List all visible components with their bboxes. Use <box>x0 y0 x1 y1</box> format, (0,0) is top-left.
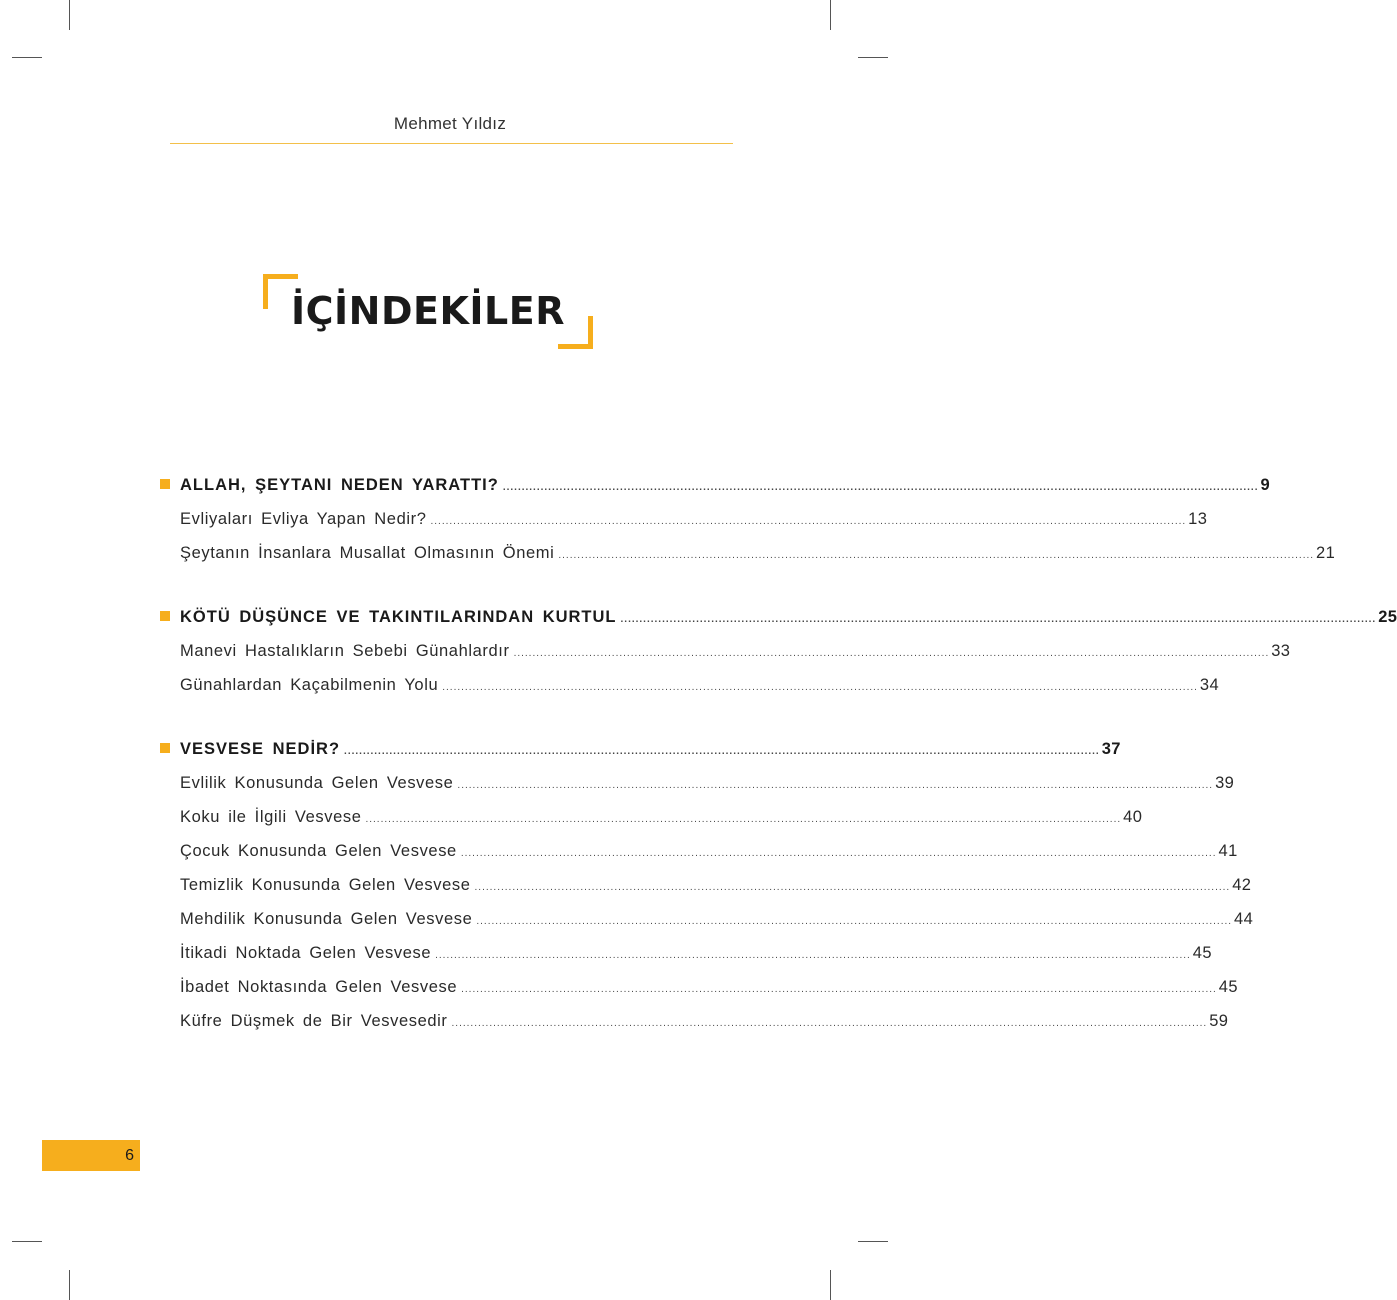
toc-entry-title: Manevi Hastalıkların Sebebi Günahlardır <box>180 642 510 660</box>
toc-section <box>160 732 1254 1038</box>
header-rule <box>170 143 733 144</box>
square-bullet-icon <box>160 743 170 753</box>
dot-leader: ........................................................................................................................................................................................................ <box>502 482 1259 493</box>
dot-leader: ........................................................................................................................................................................................................ <box>474 882 1231 893</box>
dot-leader: ........................................................................................................................................................................................................ <box>451 1018 1208 1029</box>
crop-mark <box>858 1241 888 1242</box>
toc-entry[interactable] <box>160 936 1212 970</box>
crop-mark <box>69 1270 70 1300</box>
toc-chapter-entry[interactable] <box>160 732 1121 766</box>
dot-leader: ........................................................................................................................................................................................................ <box>476 916 1233 927</box>
toc-entry-page: 33 <box>1271 642 1291 660</box>
toc-entry-title: Temizlik Konusunda Gelen Vesvese <box>180 876 471 894</box>
toc-entry-page: 25 <box>1378 608 1397 626</box>
toc-entry[interactable] <box>160 868 1252 902</box>
dot-leader: ........................................................................................................................................................................................................ <box>558 550 1315 561</box>
running-header-author: Mehmet Yıldız <box>393 114 507 133</box>
dot-leader: ........................................................................................................................................................................................................ <box>430 516 1187 527</box>
toc-chapter-entry[interactable] <box>160 468 1271 502</box>
toc-entry-page: 37 <box>1101 740 1121 758</box>
crop-mark <box>830 1270 831 1300</box>
toc-entry[interactable] <box>160 634 1291 668</box>
toc-entry-page: 40 <box>1123 808 1143 826</box>
dot-leader: ........................................................................................................................................................................................................ <box>513 648 1270 659</box>
toc-entry[interactable] <box>160 766 1235 800</box>
dot-leader: ........................................................................................................................................................................................................ <box>365 814 1122 825</box>
dot-leader: ........................................................................................................................................................................................................ <box>461 984 1217 995</box>
dot-leader: ........................................................................................................................................................................................................ <box>620 614 1377 625</box>
toc-entry-page: 34 <box>1199 676 1220 694</box>
dot-leader: ........................................................................................................................................................................................................ <box>435 950 1191 961</box>
crop-mark <box>830 0 831 30</box>
toc-entry[interactable] <box>160 902 1254 936</box>
crop-mark <box>69 0 70 30</box>
toc-entry-page: 41 <box>1218 842 1238 860</box>
toc-entry[interactable] <box>160 800 1143 834</box>
toc-entry-title: KÖTÜ DÜŞÜNCE VE TAKINTILARINDAN KURTUL <box>180 608 617 626</box>
page-title: İÇİNDEKİLER <box>291 289 565 333</box>
toc-chapter-entry[interactable] <box>160 600 1397 634</box>
toc-entry-title: Evliyaları Evliya Yapan Nedir? <box>180 510 427 528</box>
crop-mark <box>12 1241 42 1242</box>
toc-entry-title: Mehdilik Konusunda Gelen Vesvese <box>180 910 473 928</box>
square-bullet-icon <box>160 479 170 489</box>
bracket-bottom-right-decoration <box>558 316 593 349</box>
toc-entry-page: 42 <box>1232 876 1252 894</box>
toc-entry[interactable] <box>160 536 1336 570</box>
crop-mark <box>858 57 888 58</box>
toc-section <box>160 468 1336 570</box>
toc-entry-page: 45 <box>1218 978 1238 996</box>
toc-entry-page: 39 <box>1215 774 1235 792</box>
square-bullet-icon <box>160 611 170 621</box>
toc-entry-title: Küfre Düşmek de Bir Vesvesedir <box>180 1012 448 1030</box>
toc-entry[interactable] <box>160 834 1238 868</box>
toc-entry-page: 21 <box>1316 544 1336 562</box>
toc-entry-title: Şeytanın İnsanlara Musallat Olmasının Önemi <box>180 544 555 562</box>
toc-entry[interactable] <box>160 1004 1229 1038</box>
table-of-contents <box>160 468 1397 1068</box>
toc-entry-title: İtikadi Noktada Gelen Vesvese <box>180 944 432 962</box>
toc-entry-title: İbadet Noktasında Gelen Vesvese <box>180 978 458 996</box>
dot-leader: ........................................................................................................................................................................................................ <box>457 780 1214 791</box>
toc-entry-page: 59 <box>1209 1012 1229 1030</box>
toc-entry[interactable] <box>160 502 1208 536</box>
dot-leader: ........................................................................................................................................................................................................ <box>442 682 1198 693</box>
toc-entry-page: 44 <box>1234 910 1254 928</box>
page-number-tab: 6 <box>42 1140 140 1171</box>
toc-entry-title: Çocuk Konusunda Gelen Vesvese <box>180 842 457 860</box>
toc-entry-page: 45 <box>1192 944 1212 962</box>
toc-entry-page: 13 <box>1188 510 1208 528</box>
dot-leader: ........................................................................................................................................................................................................ <box>460 848 1217 859</box>
toc-entry-title: Günahlardan Kaçabilmenin Yolu <box>180 676 439 694</box>
toc-entry[interactable] <box>160 668 1220 702</box>
toc-entry-title: VESVESE NEDİR? <box>180 740 341 758</box>
toc-entry-page: 9 <box>1260 476 1271 494</box>
toc-entry-title: Evlilik Konusunda Gelen Vesvese <box>180 774 454 792</box>
crop-mark <box>12 57 42 58</box>
toc-section <box>160 600 1397 702</box>
toc-entry-title: Koku ile İlgili Vesvese <box>180 808 362 826</box>
title-block <box>263 274 593 349</box>
dot-leader: ........................................................................................................................................................................................................ <box>344 746 1100 757</box>
toc-entry[interactable] <box>160 970 1238 1004</box>
toc-entry-title: ALLAH, ŞEYTANI NEDEN YARATTI? <box>180 476 499 494</box>
